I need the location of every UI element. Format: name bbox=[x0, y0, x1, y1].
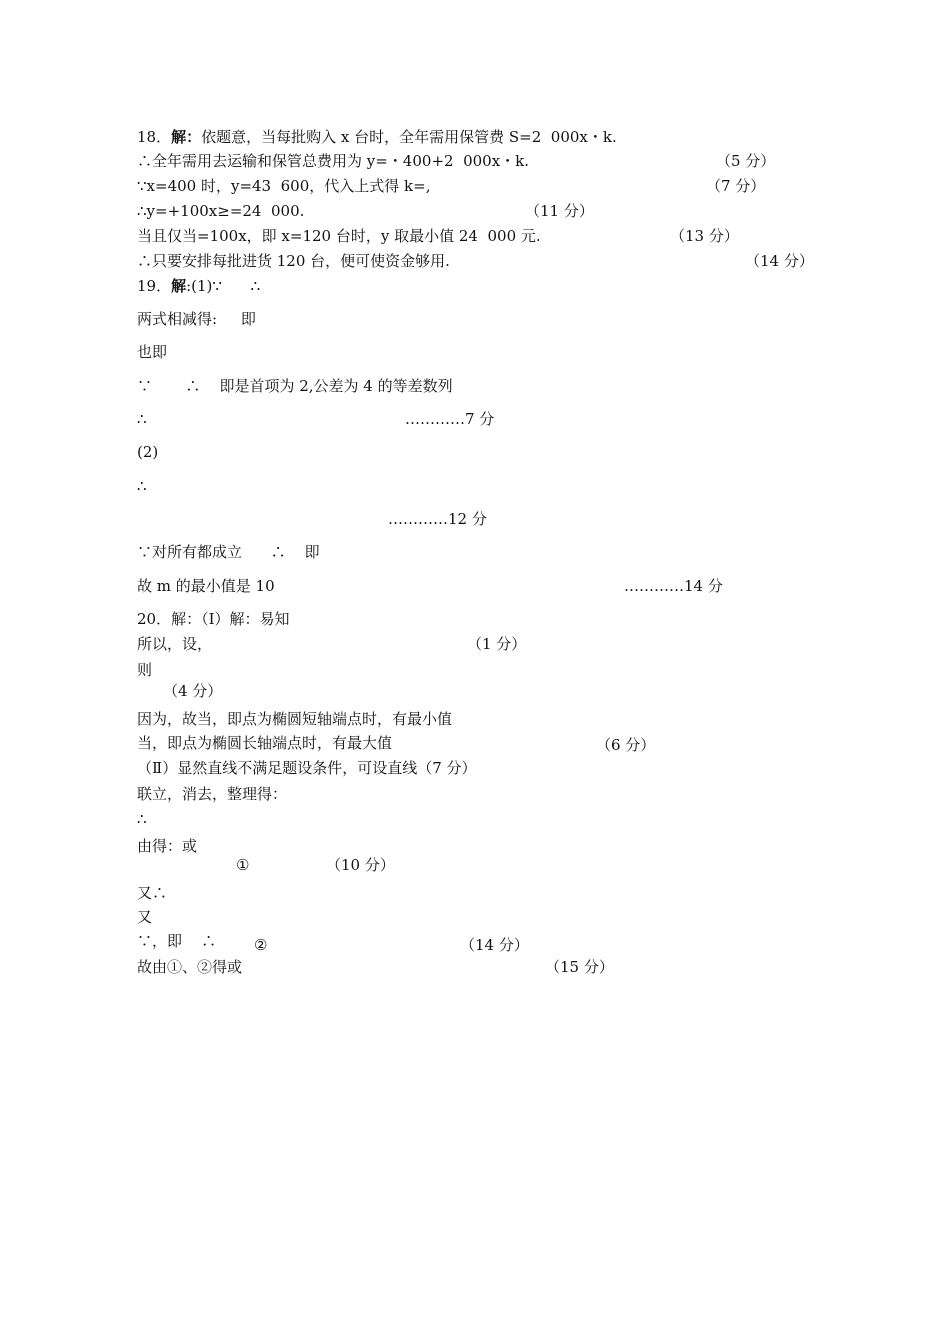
q20-line-12: 又∴ bbox=[137, 884, 168, 902]
q20-line-10: 由得：或 bbox=[137, 837, 198, 855]
q19-line-7: ∴ bbox=[137, 477, 147, 495]
q20-line-13: 又 bbox=[137, 908, 153, 926]
q18-line-4: ∴y=+100x≥=24 000. bbox=[137, 202, 305, 220]
q20-line-9: ∴ bbox=[137, 810, 147, 828]
q20-mark-1: ① bbox=[236, 856, 250, 874]
q19-line-1 bbox=[137, 277, 260, 295]
q20-line-2: 所以，设， bbox=[137, 635, 213, 653]
q20-line-14: ∵，即 ∴ bbox=[137, 932, 217, 950]
q18-line-5: 当且仅当=100x，即 x=120 台时，y 取最小值 24 000 元. bbox=[137, 227, 541, 245]
q20-line-7: （Ⅱ）显然直线不满足题设条件，可设直线（7 分） bbox=[137, 759, 477, 777]
q20-line-5: 因为，故当，即点为椭圆短轴端点时，有最小值 bbox=[137, 710, 453, 728]
q18-score-5: （14 分） bbox=[745, 252, 814, 270]
q18-score-4: （13 分） bbox=[670, 227, 739, 245]
q19-line-10: 故 m 的最小值是 10 bbox=[137, 577, 275, 595]
q20-line-3: 则 bbox=[137, 661, 153, 679]
q20-score-2: （4 分） bbox=[163, 682, 223, 700]
q20-line-1: 20．解：（Ⅰ）解：易知 bbox=[137, 610, 290, 628]
q20-score-6: （15 分） bbox=[545, 958, 614, 976]
q19-solve-label: 解 bbox=[171, 277, 187, 295]
q18-line-1-text: 依题意，当每批购入 x 台时，全年需用保管费 S=2 000x・k. bbox=[201, 128, 617, 146]
q19-line-5: ∴ bbox=[137, 410, 147, 428]
q19-score-2: …………12 分 bbox=[388, 510, 487, 528]
q18-score-3: （11 分） bbox=[525, 202, 594, 220]
q20-score-1: （1 分） bbox=[467, 635, 527, 653]
q18-solve-label: 解： bbox=[171, 128, 202, 146]
q18-line-6: ∴只要安排每批进货 120 台，便可使资金够用. bbox=[137, 252, 450, 270]
q19-line-9: ∵对所有都成立 ∴ 即 bbox=[137, 543, 320, 561]
q19-score-3: …………14 分 bbox=[624, 577, 723, 595]
q19-line-1-text: :(1)∵ ∴ bbox=[186, 277, 261, 295]
q19-line-3: 也即 bbox=[137, 343, 168, 361]
q18-line-3: ∵x=400 时，y=43 600，代入上式得 k=, bbox=[137, 177, 431, 195]
q19-line-4: ∵ ∴ 即是首项为 2,公差为 4 的等差数列 bbox=[137, 377, 453, 395]
q18-score-1: （5 分） bbox=[716, 152, 776, 170]
q20-line-8: 联立，消去，整理得： bbox=[137, 785, 288, 803]
q20-score-4: （10 分） bbox=[326, 856, 395, 874]
q19-line-2: 两式相减得: 即 bbox=[137, 310, 256, 328]
q18-number: 18． bbox=[137, 128, 172, 146]
q20-score-3: （6 分） bbox=[596, 736, 656, 754]
q20-mark-2: ② bbox=[254, 936, 268, 954]
q18-line-2: ∴全年需用去运输和保管总费用为 y=・400+2 000x・k. bbox=[137, 152, 530, 170]
q20-line-6: 当，即点为椭圆长轴端点时，有最大值 bbox=[137, 734, 393, 752]
q19-score-1: …………7 分 bbox=[405, 410, 495, 428]
q19-number: 19． bbox=[137, 277, 172, 295]
q18-score-2: （7 分） bbox=[706, 177, 766, 195]
q19-line-6: (2) bbox=[137, 443, 159, 461]
q20-score-5: （14 分） bbox=[460, 936, 529, 954]
q20-line-15: 故由①、②得或 bbox=[137, 958, 243, 976]
q18-line-1 bbox=[137, 128, 617, 146]
